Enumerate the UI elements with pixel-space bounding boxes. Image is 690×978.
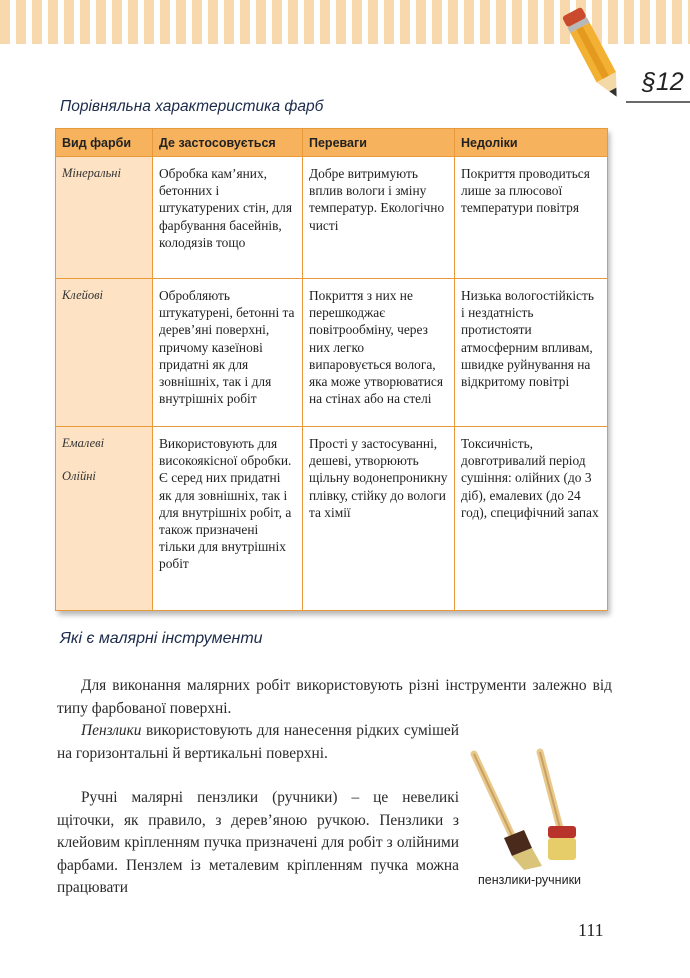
- paint-brushes-illustration: [464, 748, 600, 870]
- disadvantages-cell: Покриття проводиться лише за плюсової температури повітря: [455, 157, 608, 279]
- table-caption: Порівняльна характеристика фарб: [60, 98, 324, 115]
- paragraph-intro: Для виконання малярних робіт використовують різні інструменти залежно від типу фарбованої поверхні.: [57, 677, 612, 717]
- paragraph-hand-brushes: Ручні малярні пензлики (ручники) – це невеликі щіточки, як правило, з дерев’яною ручкою. Пензлики з клейовим кріпленням пучка призначені для робіт з олійними фарбами. Пензлем із металевим кріпленням пучка можна працювати: [57, 789, 459, 896]
- paint-comparison-table-frame: [55, 128, 607, 611]
- usage-cell: Використовують для високоякісної обробки. Є серед них придатні як для зовнішніх, так і для внутрішніх робіт, а також призначені тільки для внутрішніх робіт: [153, 427, 303, 611]
- page-number: 111: [578, 920, 604, 940]
- paint-comparison-table: [55, 128, 608, 611]
- header-usage: Де застосовується: [153, 129, 303, 157]
- disadvantages-cell: Токсичність, довготривалий період сушіння: олійних (до 3 діб), емалевих (до 24 год), специфічний запах: [455, 427, 608, 611]
- header-kind: Вид фарби: [56, 129, 153, 157]
- section-heading: Які є малярні інструменти: [60, 630, 263, 647]
- kind-cell: [56, 427, 153, 611]
- kind-label: Олійні: [62, 469, 96, 484]
- table-row: [56, 279, 608, 427]
- kind-label: Мінеральні: [62, 166, 121, 180]
- usage-cell: Обробка кам’яних, бетонних і штукатурених стін, для фарбування басейнів, колодязів тощо: [153, 157, 303, 279]
- advantages-cell: Прості у застосуванні, дешеві, утворюють щільну водонепроникну плівку, стійку до вологи та хімії: [303, 427, 455, 611]
- usage-cell: Обробляють штукатурені, бетонні та дерев’яні поверхні, причому казеїнові придатні як для зовнішніх, так і для внутрішніх робіт: [153, 279, 303, 427]
- kind-label: Емалеві: [62, 436, 105, 450]
- section-rule: [626, 101, 690, 103]
- kind-label: Клейові: [62, 288, 104, 302]
- header-disadvantages: Недоліки: [455, 129, 608, 157]
- kind-cell: [56, 279, 153, 427]
- paragraph-brushes-text: використовують для нанесення рідких сумішей на горизонтальні й вертикальні поверхні.: [57, 722, 459, 762]
- paragraph-brushes: [57, 720, 459, 765]
- section-number: §12: [642, 68, 684, 96]
- kind-cell: [56, 157, 153, 279]
- table-row: [56, 157, 608, 279]
- header-advantages: Переваги: [303, 129, 455, 157]
- term-brushes: Пензлики: [81, 722, 142, 739]
- table-row: [56, 427, 608, 611]
- figure-caption: пензлики-ручники: [478, 873, 582, 887]
- advantages-cell: Покриття з них не перешкоджає повітрообміну, через них легко випаровується волога, яка може утворюватися на стінах або на стелі: [303, 279, 455, 427]
- table-header-row: [56, 129, 608, 157]
- advantages-cell: Добре витримують вплив вологи і зміну температур. Екологічно чисті: [303, 157, 455, 279]
- disadvantages-cell: Низька вологостійкість і нездатність протистояти атмосферним впливам, швидке руйнування на відкритому повітрі: [455, 279, 608, 427]
- pencil-icon: [560, 2, 630, 110]
